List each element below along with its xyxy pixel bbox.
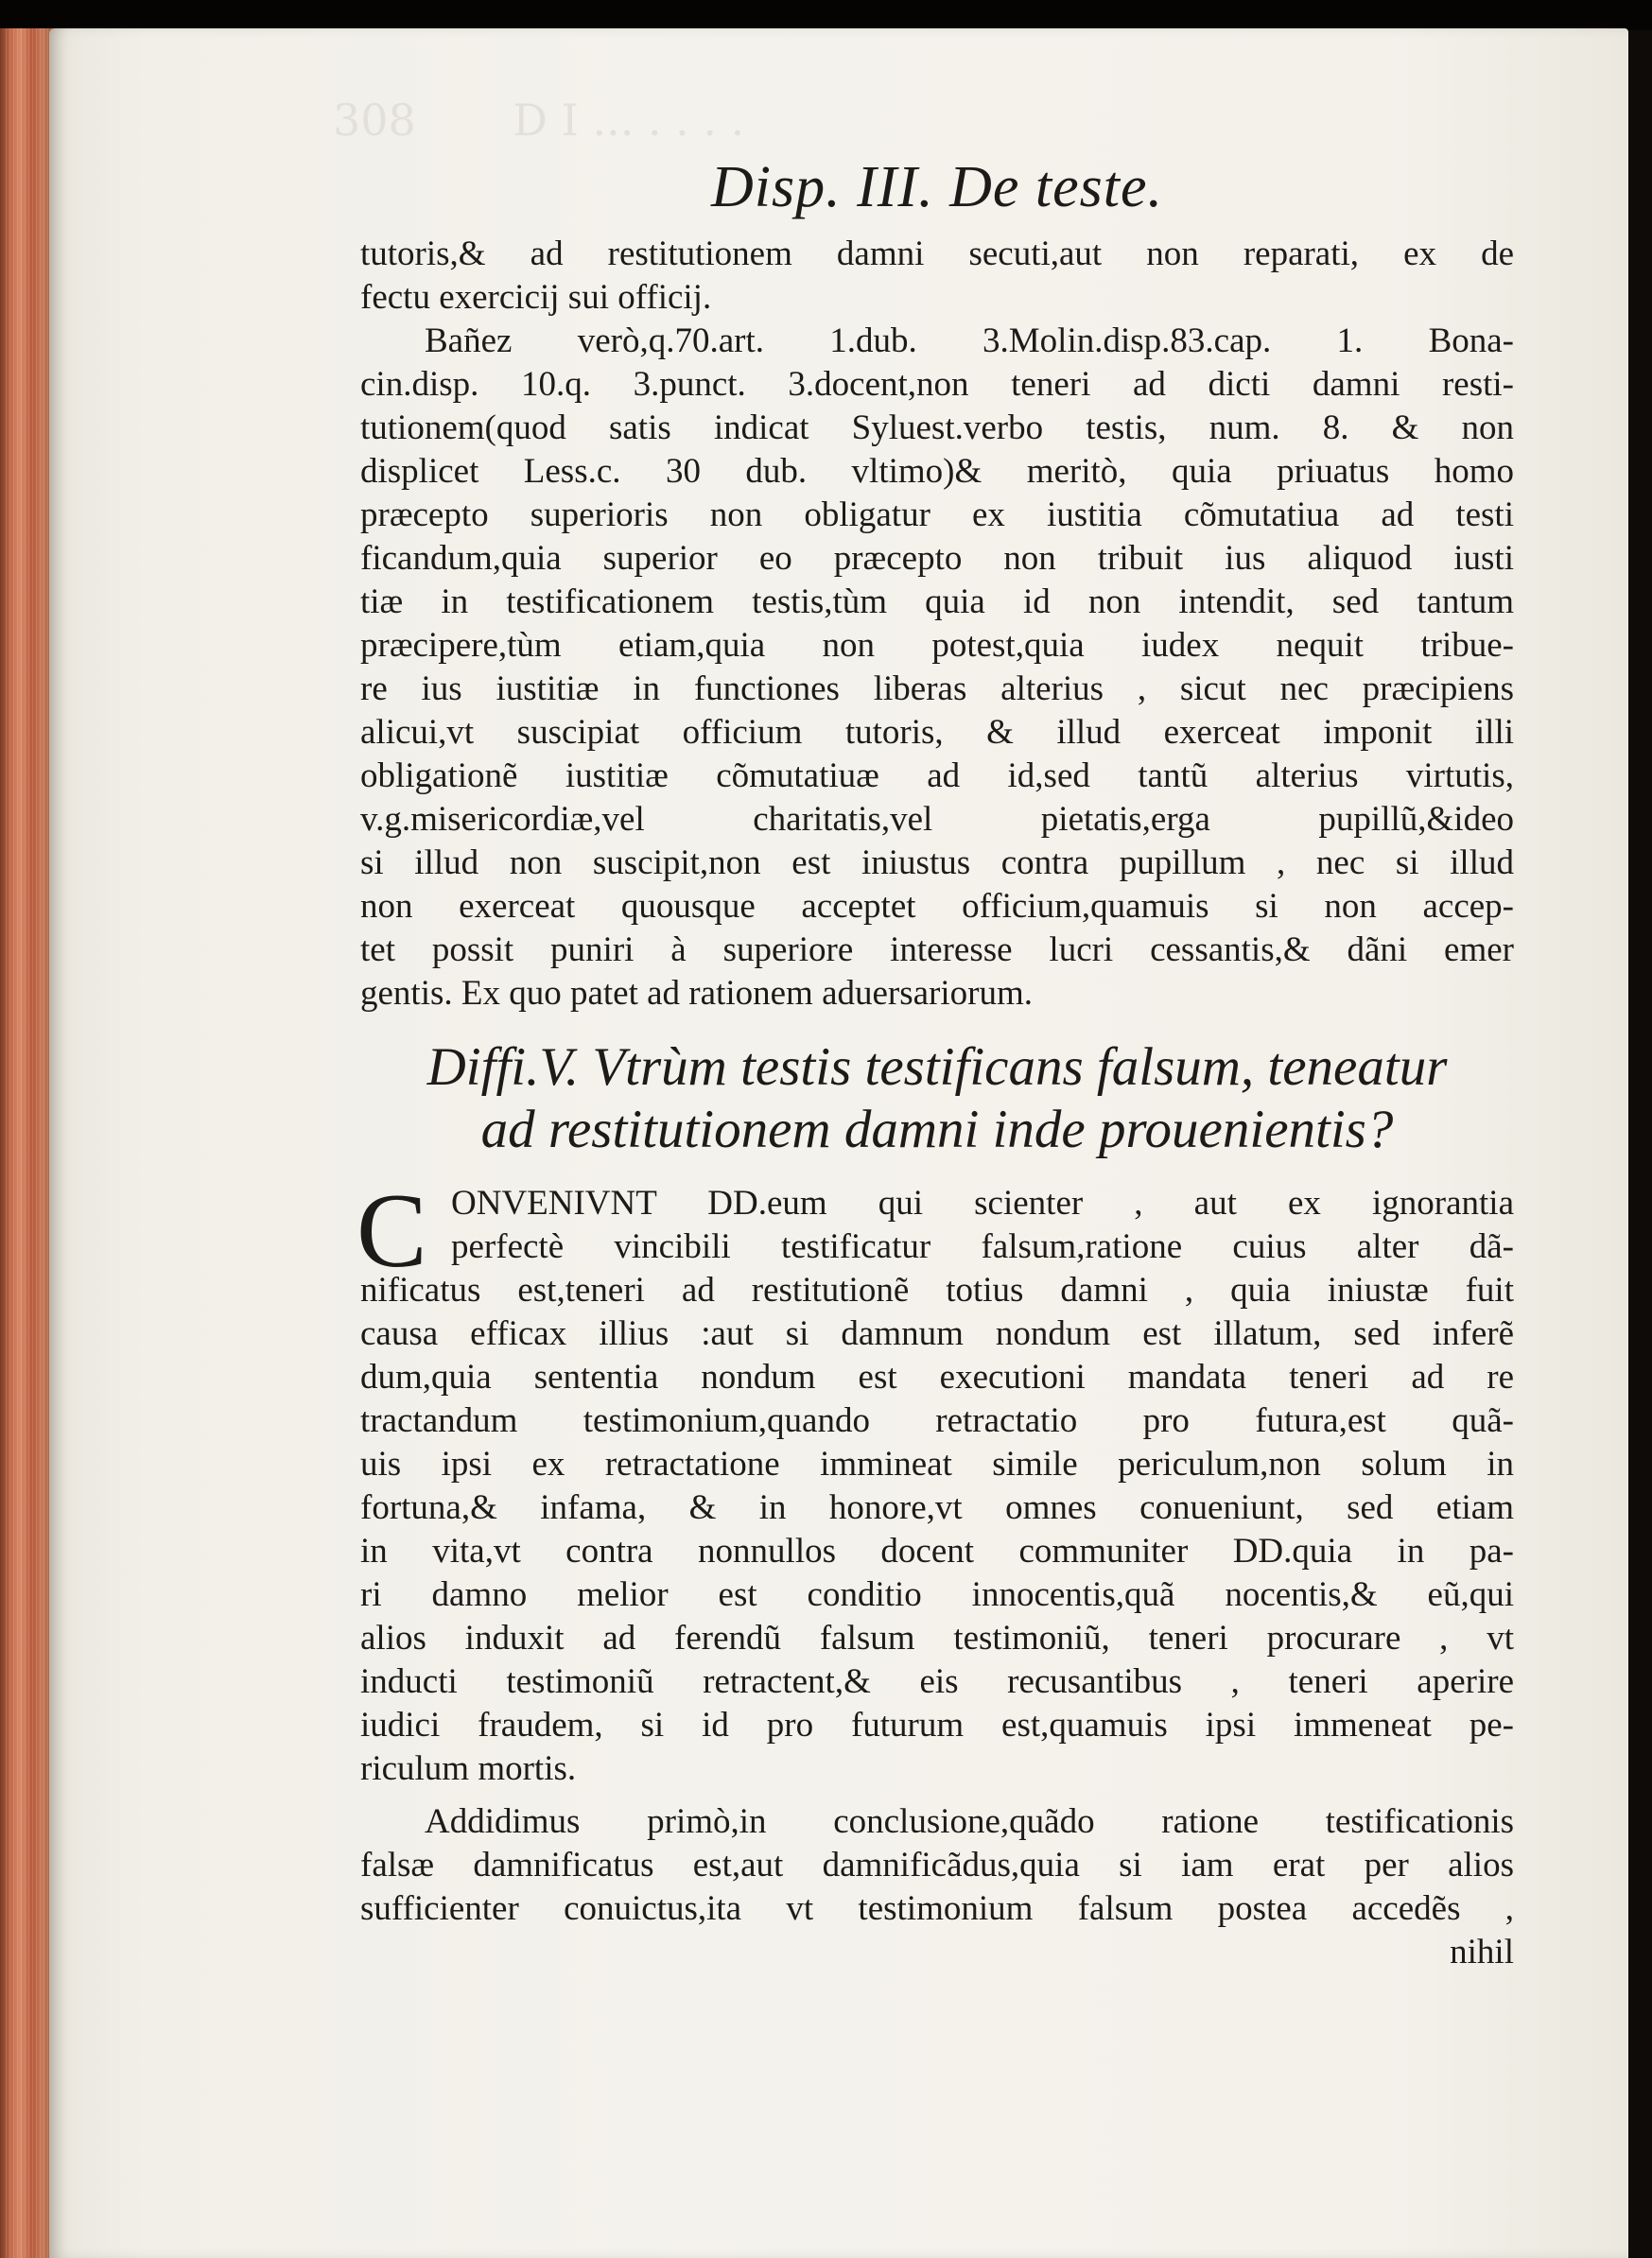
- text-line: perfectè vincibili testificatur falsum,ratione cuius alter dã-: [451, 1227, 1514, 1266]
- text-line: inducti testimoniũ retractent,& eis recusantibus , teneri aperire: [360, 1662, 1514, 1701]
- text-line: falsæ damnificatus est,aut damnificãdus,quia si iam erat per alios: [360, 1846, 1514, 1885]
- text-line: riculum mortis.: [360, 1749, 577, 1788]
- text-line: obligationẽ iustitiæ cõmutatiuæ ad id,sed tantũ alterius virtutis,: [360, 756, 1514, 795]
- text-line: Bañez verò,q.70.art. 1.dub. 3.Molin.disp.83.cap. 1. Bona-: [425, 321, 1514, 360]
- bleed-through-text: 308 D I ... . . . .: [333, 95, 745, 146]
- text-line: uis ipsi ex retractatione immineat simile periculum,non solum in: [360, 1445, 1514, 1484]
- text-line: dum,quia sententia nondum est executioni mandata teneri ad re: [360, 1358, 1514, 1397]
- text-line: ficandum,quia superior eo præcepto non tribuit ius aliquod iusti: [360, 539, 1514, 578]
- text-line: Addidimus primò,in conclusione,quãdo ratione testificationis: [425, 1802, 1514, 1841]
- text-line: re ius iustitiæ in functiones liberas alterius , sicut nec præcipiens: [360, 669, 1514, 708]
- paragraph-2: [356, 1172, 1514, 1791]
- catchword: nihil: [1450, 1933, 1514, 1971]
- text-line: iudici fraudem, si id pro futurum est,quamuis ipsi immeneat pe-: [360, 1706, 1514, 1745]
- scan-top-border: [0, 0, 1652, 30]
- text-line: sufficienter conuictus,ita vt testimonium falsum postea accedẽs ,: [360, 1889, 1514, 1928]
- text-line: tutoris,& ad restitutionem damni secuti,aut non reparati, ex de: [360, 234, 1514, 273]
- text-line: tiæ in testificationem testis,tùm quia id non intendit, sed tantum: [360, 582, 1514, 621]
- running-head: Disp. III. De teste.: [711, 155, 1163, 219]
- text-line: displicet Less.c. 30 dub. vltimo)& meritò, quia priuatus homo: [360, 452, 1514, 491]
- text-line: tet possit puniri à superiore interesse lucri cessantis,& dãni emer: [360, 930, 1514, 969]
- text-line: non exerceat quousque acceptet officium,quamuis si non accep-: [360, 887, 1514, 926]
- text-line: causa efficax illius :aut si damnum nondum est illatum, sed inferẽ: [360, 1314, 1514, 1353]
- text-line: ri damno melior est conditio innocentis,quã nocentis,& eũ,qui: [360, 1575, 1514, 1614]
- section-title-line: ad restitutionem damni inde prouenientis?: [480, 1100, 1394, 1159]
- section-heading: [360, 1036, 1514, 1161]
- page-edge-texture: [6, 28, 53, 2258]
- paragraph-1: [360, 233, 1514, 1016]
- text-line: in vita,vt contra nonnullos docent communiter DD.quia in pa-: [360, 1532, 1514, 1571]
- text-line: nificatus est,teneri ad restitutionẽ totius damni , quia iniustæ fuit: [360, 1271, 1514, 1310]
- text-line: alios induxit ad ferendũ falsum testimoniũ, teneri procurare , vt: [360, 1619, 1514, 1658]
- text-line: ONVENIVNT DD.eum qui scienter , aut ex ignorantia: [451, 1184, 1514, 1223]
- text-line: fectu exercicij sui officij.: [360, 278, 712, 317]
- page-text: [356, 142, 1514, 2024]
- paragraph-3: [360, 1800, 1514, 1974]
- text-line: v.g.misericordiæ,vel charitatis,vel pietatis,erga pupillũ,&ideo: [360, 800, 1514, 839]
- text-line: fortuna,& infama, & in honore,vt omnes conueniunt, sed etiam: [360, 1488, 1514, 1527]
- text-line: præcepto superioris non obligatur ex iustitia cõmutatiua ad testi: [360, 495, 1514, 534]
- drop-cap: C: [356, 1172, 427, 1290]
- text-line: tutionem(quod satis indicat Syluest.verbo testis, num. 8. & non: [360, 408, 1514, 447]
- text-line: cin.disp. 10.q. 3.punct. 3.docent,non teneri ad dicti damni resti-: [360, 365, 1514, 404]
- text-line: tractandum testimonium,quando retractatio pro futura,est quã-: [360, 1401, 1514, 1440]
- text-line: si illud non suscipit,non est iniustus contra pupillum , nec si illud: [360, 843, 1514, 882]
- text-line: gentis. Ex quo patet ad rationem aduersariorum.: [360, 974, 1034, 1013]
- text-line: præcipere,tùm etiam,quia non potest,quia iudex nequit tribue-: [360, 626, 1514, 665]
- text-line: alicui,vt suscipiat officium tutoris, & illud exerceat imponit illi: [360, 713, 1514, 752]
- section-title-line: Diffi.V. Vtrùm testis testificans falsum, teneatur: [426, 1037, 1448, 1097]
